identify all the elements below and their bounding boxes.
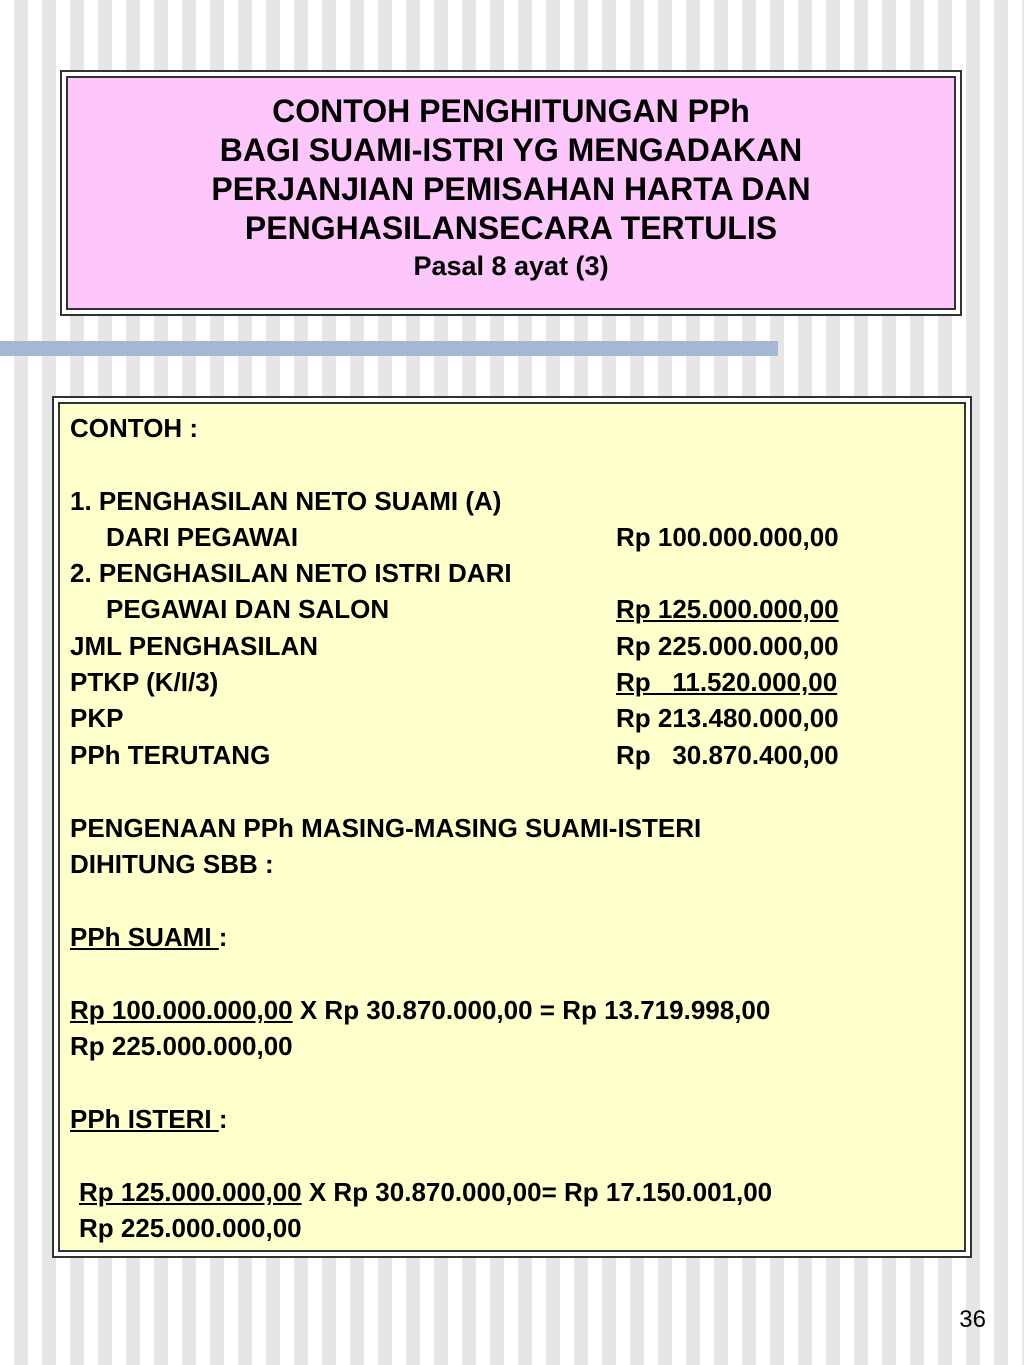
item2-value: Rp 125.000.000,00	[616, 594, 839, 624]
item1-label: 1. PENGHASILAN NETO SUAMI (A)	[70, 486, 502, 516]
item2-label: 2. PENGHASILAN NETO ISTRI DARI	[70, 558, 512, 588]
pkp-value: Rp 213.480.000,00	[616, 703, 839, 733]
pengenaan-line-2: DIHITUNG SBB :	[70, 849, 274, 879]
isteri-formula-row	[79, 1176, 772, 1208]
title-line-1: CONTOH PENGHITUNGAN PPh	[272, 93, 750, 129]
title-line-4: PENGHASILANSECARA TERTULIS	[244, 210, 778, 246]
isteri-formula: X Rp 30.870.000,00= Rp 17.150.001,00	[301, 1177, 773, 1207]
suami-formula-row	[70, 994, 770, 1026]
pph-label: PPh TERUTANG	[70, 740, 271, 770]
title-subtitle: Pasal 8 ayat (3)	[413, 251, 609, 281]
page-number: 36	[959, 1306, 986, 1333]
suami-numerator: Rp 100.000.000,00	[70, 995, 293, 1025]
suami-colon: :	[218, 922, 228, 952]
isteri-heading: PPh ISTERI	[70, 1104, 219, 1134]
jml-value: Rp 225.000.000,00	[616, 631, 839, 661]
suami-heading: PPh SUAMI	[70, 922, 219, 952]
suami-denominator: Rp 225.000.000,00	[70, 1031, 293, 1061]
pengenaan-line-1: PENGENAAN PPh MASING-MASING SUAMI-ISTERI	[70, 813, 702, 843]
title-box	[60, 70, 962, 316]
isteri-denominator: Rp 225.000.000,00	[79, 1213, 302, 1243]
title-panel	[66, 76, 956, 310]
item1-sublabel: DARI PEGAWAI	[106, 522, 299, 552]
item1-value: Rp 100.000.000,00	[616, 522, 839, 552]
content-panel	[58, 402, 966, 1252]
suami-formula: X Rp 30.870.000,00 = Rp 13.719.998,00	[292, 995, 771, 1025]
content-heading: CONTOH :	[70, 413, 199, 443]
item2-sublabel: PEGAWAI DAN SALON	[106, 594, 390, 624]
ptkp-label: PTKP (K/I/3)	[70, 667, 219, 697]
content-box	[52, 396, 972, 1258]
title-line-2: BAGI SUAMI-ISTRI YG MENGADAKAN	[219, 132, 803, 168]
pph-value: Rp 30.870.400,00	[616, 740, 839, 770]
suami-heading-row	[70, 921, 227, 953]
isteri-colon: :	[218, 1104, 228, 1134]
pkp-label: PKP	[70, 703, 124, 733]
divider-bar	[0, 341, 778, 356]
ptkp-value: Rp 11.520.000,00	[616, 667, 838, 697]
isteri-numerator: Rp 125.000.000,00	[79, 1177, 302, 1207]
jml-label: JML PENGHASILAN	[70, 631, 318, 661]
isteri-heading-row	[70, 1103, 227, 1135]
title-line-3: PERJANJIAN PEMISAHAN HARTA DAN	[211, 171, 811, 207]
